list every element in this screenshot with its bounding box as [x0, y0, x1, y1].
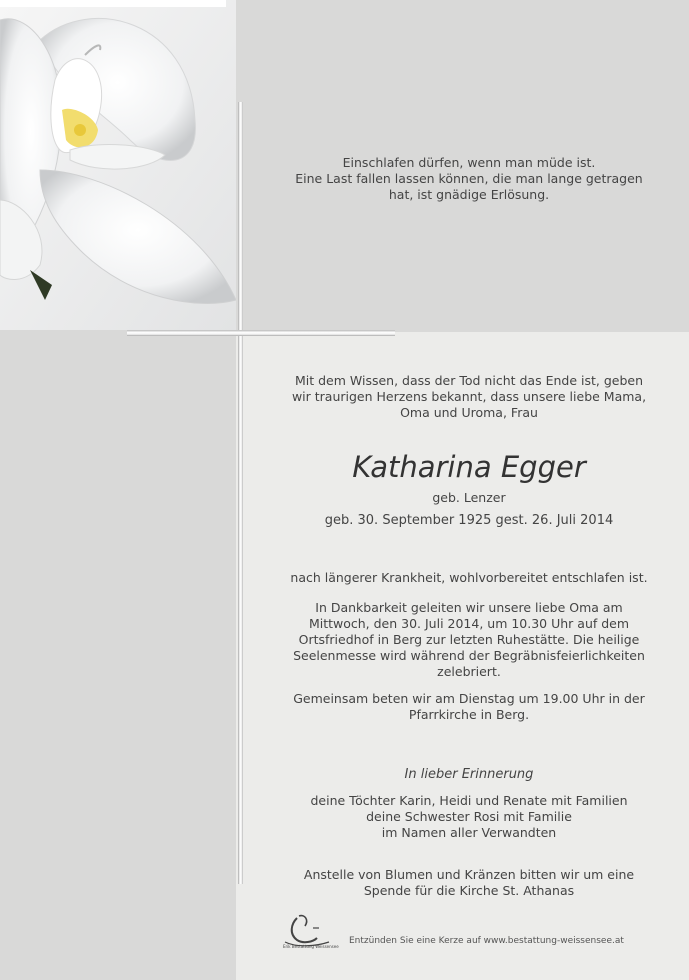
request-line: Anstelle von Blumen und Kränzen bitten wir um eine	[303, 867, 635, 882]
memory-line: deine Schwester Rosi mit Familie	[366, 809, 572, 824]
intro-line: wir traurigen Herzens bekannt, dass unsere liebe Mama,	[291, 389, 647, 404]
intro-line: Oma und Uroma, Frau	[400, 405, 538, 420]
intro-block	[249, 373, 689, 421]
poem-line: Einschlafen dürfen, wenn man müde ist.	[342, 155, 596, 170]
left-panel	[0, 330, 236, 980]
intro-line: Mit dem Wissen, dass der Tod nicht das Ende ist, geben	[294, 373, 644, 388]
prayer-block	[249, 691, 689, 723]
funeral-block	[249, 600, 689, 680]
orchid-flower-icon	[0, 0, 236, 330]
life-dates: geb. 30. September 1925 gest. 26. Juli 2014	[324, 513, 614, 528]
request-line: Spende für die Kirche St. Athanas	[363, 883, 575, 898]
candle-link[interactable]: Entzünden Sie eine Kerze auf www.bestattung-weissensee.at	[349, 936, 624, 946]
memory-line: deine Töchter Karin, Heidi und Renate mit Familien	[310, 793, 628, 808]
poem-line: hat, ist gnädige Erlösung.	[388, 187, 550, 202]
memory-heading: In lieber Erinnerung	[404, 767, 534, 782]
funeral-line: In Dankbarkeit geleiten wir unsere liebe Oma am	[315, 600, 623, 615]
cross-horizontal-bar	[127, 330, 395, 336]
funeral-line: Seelenmesse wird während der Begräbnisfeierlichkeiten	[293, 648, 645, 663]
funeral-line: Ortsfriedhof in Berg zur letzten Ruhestätte. Die heilige	[298, 632, 640, 647]
deceased-name: Katharina Egger	[352, 450, 586, 484]
poem-line: Eine Last fallen lassen können, die man lange getragen	[295, 171, 643, 186]
funeral-line: Mittwoch, den 30. Juli 2014, um 10.30 Uhr auf dem	[308, 616, 630, 631]
logo-text: Erik Bestattung Weissensee	[283, 944, 339, 949]
cross-vertical-bar	[238, 102, 243, 884]
poem-block	[249, 155, 689, 203]
orchid-photo	[0, 0, 236, 330]
request-block	[249, 867, 689, 899]
maiden-name: geb. Lenzer	[432, 490, 506, 505]
memory-block	[249, 793, 689, 841]
prayer-line: Gemeinsam beten wir am Dienstag um 19.00 Uhr in der	[293, 691, 645, 706]
funeral-line: zelebriert.	[437, 664, 501, 679]
passing-text: nach längerer Krankheit, wohlvorbereitet entschlafen ist.	[290, 570, 648, 585]
memory-line: im Namen aller Verwandten	[381, 825, 557, 840]
prayer-line: Pfarrkirche in Berg.	[408, 707, 530, 722]
photo-top-strip	[0, 0, 226, 7]
